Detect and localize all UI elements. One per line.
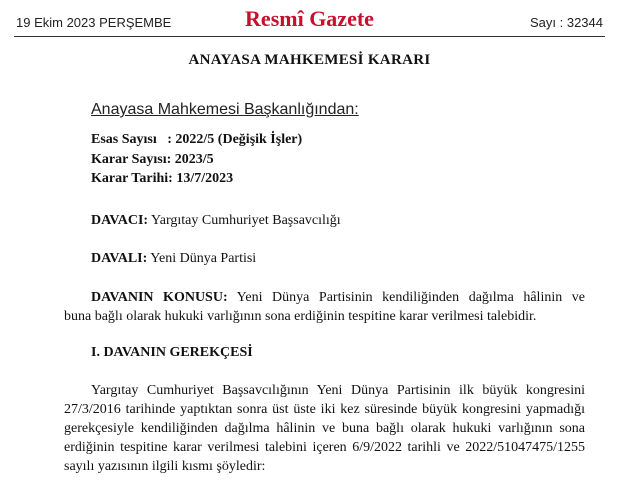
issue-number: Sayı : 32344 (530, 15, 603, 30)
esas-row (91, 130, 302, 150)
davali-line (91, 251, 256, 267)
gazette-header (0, 0, 619, 38)
case-metadata (91, 130, 302, 189)
karar-tarihi-value: 13/7/2023 (176, 171, 234, 186)
karar-sayisi-row (91, 150, 302, 170)
karar-sayisi-label: Karar Sayısı: (91, 151, 175, 167)
gazette-title: Resmî Gazete (245, 6, 374, 31)
davaci-label: DAVACI: (91, 213, 149, 228)
reasoning-line: 27/3/2016 tarihinde yaptıktan sonra üst üste iki kez süresinde büyük kongresini yapmadığı (64, 402, 585, 417)
karar-sayisi-value: 2023/5 (174, 151, 214, 167)
davali-value: Yeni Dünya Partisi (150, 251, 257, 266)
subject-line-2: buna bağlı olarak hukuki varlığının sona erdiğinin tespitine karar verilmesi talebidir. (64, 309, 537, 324)
reasoning-line: gerekçesiyle kendiliğinden dağılma hâlinin ve buna bağlı olarak hukuki varlığının sona (64, 421, 585, 436)
davaci-line (91, 213, 341, 229)
issuer-line: Anayasa Mahkemesi Başkanlığından: (91, 101, 359, 118)
subject-text-1: Yeni Dünya Partisinin kendiliğinden dağılma hâlinin ve (236, 290, 585, 305)
reasoning-line: Yargıtay Cumhuriyet Başsavcılığının Yeni Dünya Partisinin ilk büyük kongresini (91, 383, 585, 398)
reasoning-line: sayılı yazısının ilgili kısmı şöyledir: (64, 459, 266, 474)
subject-label: DAVANIN KONUSU: (91, 290, 228, 305)
subject-paragraph (64, 288, 585, 326)
esas-value: 2022/5 (Değişik İşler) (175, 132, 303, 147)
esas-label: Esas Sayısı : (91, 132, 176, 147)
karar-tarihi-label: Karar Tarihi: (91, 171, 177, 186)
document-title: ANAYASA MAHKEMESİ KARARI (188, 52, 431, 68)
davali-label: DAVALI: (91, 251, 148, 266)
header-divider (14, 36, 605, 37)
davaci-value: Yargıtay Cumhuriyet Başsavcılığı (151, 213, 341, 228)
reasoning-paragraph (64, 381, 585, 476)
reasoning-line: erdiğinin tespitine karar verilmesi talebini içeren 6/9/2022 tarihli ve 2022/51047475/1255 (64, 440, 585, 455)
section-heading: I. DAVANIN GEREKÇESİ (91, 345, 253, 360)
publication-date: 19 Ekim 2023 PERŞEMBE (16, 15, 172, 30)
karar-tarihi-row (91, 169, 302, 189)
subject-line-1 (64, 288, 585, 307)
